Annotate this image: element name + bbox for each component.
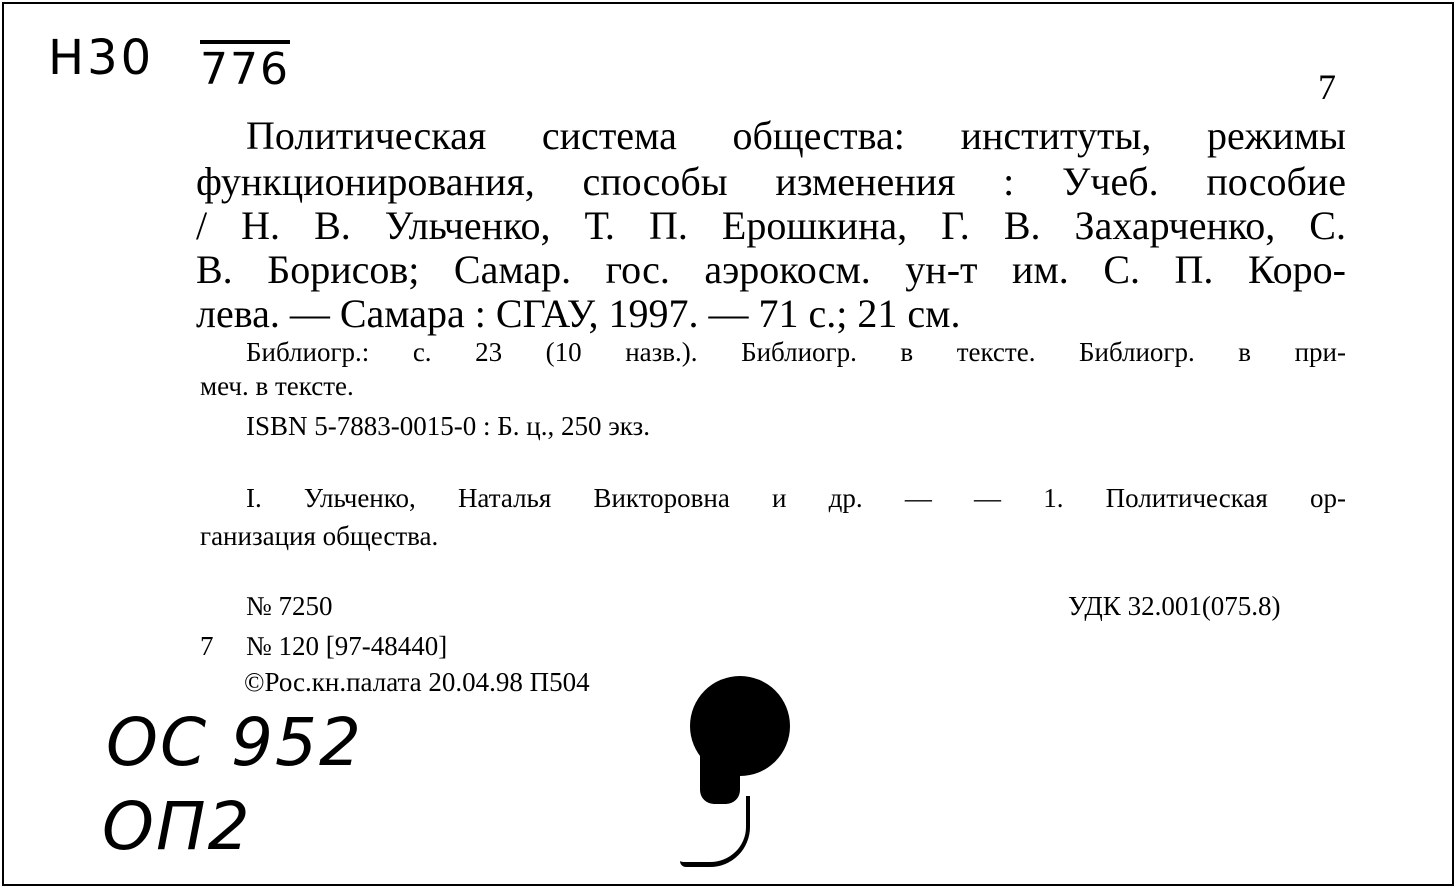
shelf-mark: Н30 <box>48 30 155 86</box>
title-line-1: Политическая система общества: институты, режимы <box>246 113 1346 158</box>
title-line-5: лева. — Самара : СГАУ, 1997. — 71 с.; 21 см. <box>196 291 961 336</box>
bibliography-note-line-1: Библиогр.: с. 23 (10 назв.). Библиогр. в тексте. Библиогр. в при- <box>246 337 1346 367</box>
shelf-sub-mark: 776 <box>200 44 290 95</box>
record-number-2: № 120 [97-48440] <box>246 631 448 661</box>
title-line-2: функционирования, способы изменения : Учеб. пособие <box>196 159 1346 204</box>
tracing-line-2: ганизация общества. <box>200 521 439 551</box>
record-number-1: № 7250 <box>246 591 333 621</box>
handwritten-note-1: ОС 952 <box>106 704 363 781</box>
page-number: 7 <box>1318 67 1336 107</box>
row-marker: 7 <box>200 631 214 661</box>
title-line-4: В. Борисов; Самар. гос. аэрокосм. ун-т им. С. П. Коро- <box>196 247 1346 292</box>
udk-code: УДК 32.001(075.8) <box>1068 591 1281 621</box>
copyright-line: ©Рос.кн.палата 20.04.98 П504 <box>244 667 590 697</box>
isbn-line: ISBN 5-7883-0015-0 : Б. ц., 250 экз. <box>246 411 650 441</box>
punch-hole-tail <box>700 740 740 804</box>
tracing-line-1: I. Ульченко, Наталья Викторовна и др. — — 1. Политическая ор- <box>246 483 1346 513</box>
title-line-3: / Н. В. Ульченко, Т. П. Ерошкина, Г. В. Захарченко, С. <box>196 203 1346 248</box>
bibliography-note-line-2: меч. в тексте. <box>200 371 354 401</box>
handwritten-note-2: ОП2 <box>102 788 252 865</box>
